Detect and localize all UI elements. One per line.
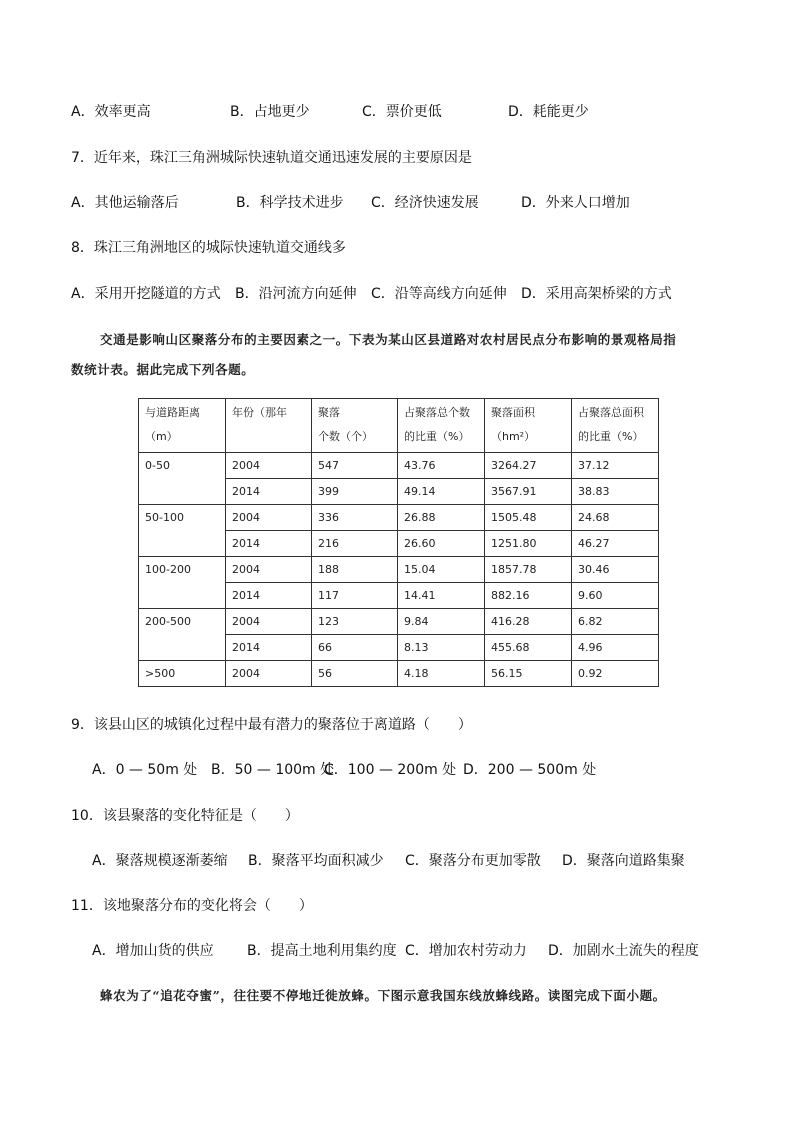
q8-option-b: B．沿河流方向延伸 bbox=[235, 286, 357, 302]
table-row bbox=[139, 661, 659, 687]
q6-option-a: A．效率更高 bbox=[71, 104, 151, 120]
intro-paragraph-line-1: 交通是影响山区聚落分布的主要因素之一。下表为某山区县道路对农村居民点分布影响的景观格局指 bbox=[100, 332, 677, 347]
distance-cell: 50-100 bbox=[139, 505, 226, 557]
q11-option-c: C．增加农村劳动力 bbox=[405, 943, 527, 959]
q9-option-a: A．0 — 50m 处 bbox=[92, 762, 198, 778]
column-header: 聚落 个数（个） bbox=[312, 399, 398, 453]
q10-option-a: A．聚落规模逐渐萎缩 bbox=[92, 853, 228, 869]
table-cell: 56 bbox=[312, 661, 398, 687]
table-cell: 336 bbox=[312, 505, 398, 531]
column-header: 聚落面积 （hm²） bbox=[485, 399, 572, 453]
intro-paragraph-line-2: 数统计表。据此完成下列各题。 bbox=[71, 362, 255, 377]
table-cell: 188 bbox=[312, 557, 398, 583]
table-cell: 26.60 bbox=[398, 531, 485, 557]
table-cell: 1251.80 bbox=[485, 531, 572, 557]
q9-option-b: B．50 — 100m 处 bbox=[211, 762, 335, 778]
q8-option-c: C．沿等高线方向延伸 bbox=[371, 286, 507, 302]
table-cell: 26.88 bbox=[398, 505, 485, 531]
table-cell: 455.68 bbox=[485, 635, 572, 661]
distance-cell: 200-500 bbox=[139, 609, 226, 661]
q11-stem: 11．该地聚落分布的变化将会（ ） bbox=[71, 898, 313, 914]
table-cell: 882.16 bbox=[485, 583, 572, 609]
q6-option-c: C．票价更低 bbox=[362, 104, 442, 120]
table-cell: 0.92 bbox=[572, 661, 659, 687]
table-header-row bbox=[139, 399, 659, 453]
table-cell: 2014 bbox=[226, 635, 312, 661]
q11-option-d: D．加剧水土流失的程度 bbox=[548, 943, 699, 959]
q9-option-c: C．100 — 200m 处 bbox=[324, 762, 457, 778]
table-cell: 216 bbox=[312, 531, 398, 557]
table-cell: 3567.91 bbox=[485, 479, 572, 505]
table-cell: 2014 bbox=[226, 531, 312, 557]
table-cell: 123 bbox=[312, 609, 398, 635]
q10-option-c: C．聚落分布更加零散 bbox=[405, 853, 541, 869]
table-cell: 2004 bbox=[226, 557, 312, 583]
table-cell: 30.46 bbox=[572, 557, 659, 583]
distance-cell: >500 bbox=[139, 661, 226, 687]
table-cell: 66 bbox=[312, 635, 398, 661]
table-cell: 38.83 bbox=[572, 479, 659, 505]
q7-stem: 7．近年来，珠江三角洲城际快速轨道交通迅速发展的主要原因是 bbox=[71, 150, 472, 166]
q8-option-a: A．采用开挖隧道的方式 bbox=[71, 286, 221, 302]
table-cell: 416.28 bbox=[485, 609, 572, 635]
table-cell: 2014 bbox=[226, 583, 312, 609]
q7-option-c: C．经济快速发展 bbox=[371, 195, 479, 211]
intro-paragraph-bees: 蜂农为了“追花夺蜜”，往往要不停地迁徙放蜂。下图示意我国东线放蜂线路。读图完成下面小题。 bbox=[100, 988, 666, 1003]
q11-option-b: B．提高土地利用集约度 bbox=[247, 943, 397, 959]
table-cell: 49.14 bbox=[398, 479, 485, 505]
table-cell: 46.27 bbox=[572, 531, 659, 557]
q9-stem: 9．该县山区的城镇化过程中最有潜力的聚落位于离道路（ ） bbox=[71, 717, 472, 733]
q10-option-b: B．聚落平均面积减少 bbox=[248, 853, 384, 869]
column-header: 年份（那年 bbox=[226, 399, 312, 453]
q8-option-d: D．采用高架桥梁的方式 bbox=[521, 286, 672, 302]
table-cell: 4.96 bbox=[572, 635, 659, 661]
distance-cell: 0-50 bbox=[139, 453, 226, 505]
table-cell: 15.04 bbox=[398, 557, 485, 583]
q9-option-d: D．200 — 500m 处 bbox=[463, 762, 597, 778]
q10-stem: 10．该县聚落的变化特征是（ ） bbox=[71, 808, 299, 824]
column-header: 与道路距离 （m） bbox=[139, 399, 226, 453]
table-cell: 399 bbox=[312, 479, 398, 505]
table-row bbox=[139, 453, 659, 479]
table-cell: 43.76 bbox=[398, 453, 485, 479]
table-cell: 3264.27 bbox=[485, 453, 572, 479]
q6-option-d: D．耗能更少 bbox=[508, 104, 589, 120]
table-cell: 1505.48 bbox=[485, 505, 572, 531]
table-row bbox=[139, 609, 659, 635]
table-cell: 56.15 bbox=[485, 661, 572, 687]
table-cell: 2004 bbox=[226, 609, 312, 635]
table-cell: 2004 bbox=[226, 661, 312, 687]
table-cell: 117 bbox=[312, 583, 398, 609]
table-cell: 2004 bbox=[226, 453, 312, 479]
q11-option-a: A．增加山货的供应 bbox=[92, 943, 214, 959]
q7-option-a: A．其他运输落后 bbox=[71, 195, 179, 211]
q7-option-d: D．外来人口增加 bbox=[521, 195, 630, 211]
q10-option-d: D．聚落向道路集聚 bbox=[562, 853, 685, 869]
table-cell: 9.60 bbox=[572, 583, 659, 609]
table-row bbox=[139, 557, 659, 583]
q7-option-b: B．科学技术进步 bbox=[236, 195, 344, 211]
column-header: 占聚落总面积 的比重（%） bbox=[572, 399, 659, 453]
table-cell: 2004 bbox=[226, 505, 312, 531]
table-cell: 14.41 bbox=[398, 583, 485, 609]
q8-stem: 8．珠江三角洲地区的城际快速轨道交通线多 bbox=[71, 240, 346, 256]
column-header: 占聚落总个数 的比重（%） bbox=[398, 399, 485, 453]
table-cell: 1857.78 bbox=[485, 557, 572, 583]
table-cell: 8.13 bbox=[398, 635, 485, 661]
table-cell: 24.68 bbox=[572, 505, 659, 531]
table-cell: 2014 bbox=[226, 479, 312, 505]
settlement-table bbox=[138, 398, 659, 687]
table-cell: 9.84 bbox=[398, 609, 485, 635]
table-cell: 547 bbox=[312, 453, 398, 479]
table-cell: 6.82 bbox=[572, 609, 659, 635]
distance-cell: 100-200 bbox=[139, 557, 226, 609]
table-cell: 37.12 bbox=[572, 453, 659, 479]
q6-option-b: B．占地更少 bbox=[230, 104, 310, 120]
table-row bbox=[139, 505, 659, 531]
table-cell: 4.18 bbox=[398, 661, 485, 687]
